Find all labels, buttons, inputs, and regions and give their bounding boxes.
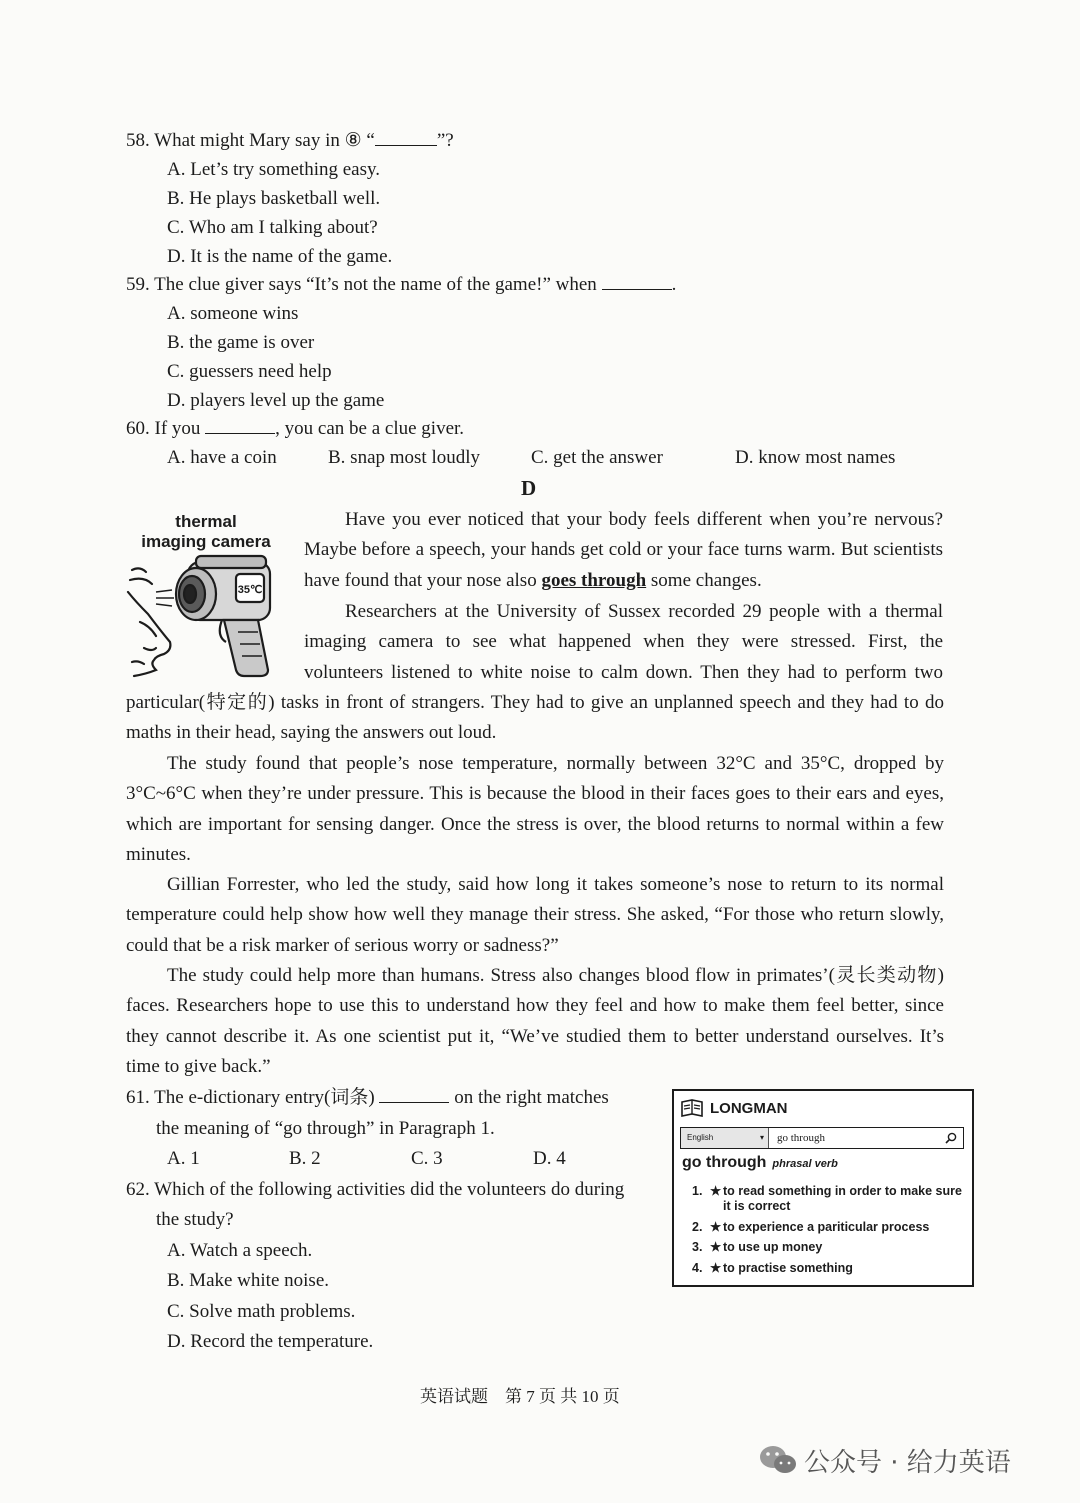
face-profile-icon — [128, 568, 170, 676]
sense-item — [692, 1261, 964, 1276]
dictionary-logo-icon — [680, 1098, 704, 1118]
dictionary-brand: LONGMAN — [710, 1100, 788, 1117]
question-62-line-2: the study? — [156, 1209, 234, 1230]
chevron-down-icon: ▾ — [759, 1133, 764, 1142]
dictionary-headword — [682, 1154, 838, 1172]
paragraph-5-text: The study could help more than humans. Stress also changes blood flow in primates’(灵长类动物) faces. Researchers hope to use this to understand how they feel and how to make them feel better, since they cannot describe it. As one scientist put it, “We’ve studied them to better understand ourselves. It’s time to give back.” — [126, 965, 944, 1078]
question-59-text-end: . — [671, 274, 677, 295]
option-a: A. someone wins — [167, 303, 299, 324]
option-d: D. It is the name of the game. — [167, 246, 393, 267]
sense-item — [692, 1240, 964, 1255]
sense-text: to read something in order to make sure it is correct — [723, 1184, 962, 1213]
paragraph-1-text-end: some changes. — [646, 569, 762, 591]
sense-item — [692, 1220, 964, 1235]
option-a: A. Let’s try something easy. — [167, 159, 381, 180]
star-icon: ★ — [710, 1184, 722, 1198]
question-61-text-b: on the right matches — [454, 1087, 609, 1108]
option-d: D. players level up the game — [167, 390, 385, 411]
paragraph-1-text: Have you ever noticed that your body feels different when you’re nervous? Maybe before a speech, your hands get cold or your face turns warm. But scientists have found that your nose also — [304, 509, 943, 591]
option-d: D. 4 — [533, 1148, 566, 1169]
sense-number: 2. — [692, 1219, 703, 1234]
dictionary-senses — [692, 1184, 964, 1281]
sense-item — [692, 1184, 964, 1214]
option-a: A. Watch a speech. — [167, 1240, 313, 1261]
question-60-stem — [126, 414, 464, 443]
question-61-line-1 — [126, 1083, 609, 1113]
question-58-text: 58. What might Mary say in ⑧ “ — [126, 130, 375, 151]
question-61-text: 61. The e-dictionary entry(词条) — [126, 1087, 375, 1108]
answer-blank — [379, 1084, 449, 1103]
thermal-camera-illustration — [126, 552, 286, 680]
option-b: B. 2 — [289, 1148, 321, 1169]
answer-blank — [602, 271, 672, 290]
answer-blank — [375, 127, 437, 146]
question-60-text-end: , you can be a clue giver. — [275, 418, 465, 439]
question-62-line-1: 62. Which of the following activities did the volunteers do during — [126, 1179, 625, 1200]
airflow-icon — [156, 590, 174, 606]
star-icon: ★ — [710, 1219, 722, 1234]
wechat-icon — [758, 1443, 798, 1477]
search-input[interactable]: go through — [777, 1132, 825, 1144]
option-c: C. Who am I talking about? — [167, 217, 378, 238]
caption-line-2: imaging camera — [141, 532, 271, 551]
part-of-speech: phrasal verb — [772, 1158, 838, 1170]
e-dictionary-entry — [672, 1089, 974, 1287]
search-icon[interactable] — [945, 1132, 957, 1144]
caption-line-1: thermal — [175, 512, 237, 531]
paragraph-3 — [126, 749, 944, 871]
sense-text: to experience a pariticular process — [723, 1219, 930, 1234]
figure-caption — [128, 512, 284, 552]
headword-text: go through — [682, 1154, 767, 1171]
watermark-text: 公众号 · 给力英语 — [804, 1448, 1011, 1478]
paragraph-1 — [304, 505, 943, 596]
section-heading: D — [521, 476, 537, 500]
paragraph-4 — [126, 870, 944, 961]
camera-icon — [176, 556, 270, 676]
highlighted-phrase: goes through — [541, 569, 647, 591]
star-icon: ★ — [710, 1260, 722, 1275]
option-c: C. 3 — [411, 1148, 443, 1169]
option-c: C. guessers need help — [167, 361, 332, 382]
dictionary-search-bar[interactable] — [680, 1127, 964, 1149]
paragraph-5 — [126, 961, 944, 1083]
page-footer: 英语试题 第 7 页 共 10 页 — [420, 1387, 620, 1406]
paragraph-2-text: Researchers at the University of Sussex recorded 29 people with a thermal imaging camera to see what happened when they were stressed. First, the volunteers listened to white noise to calm down. Then they had to perform two — [304, 601, 943, 683]
star-icon: ★ — [710, 1240, 722, 1254]
paragraph-2 — [304, 597, 943, 688]
option-a: A. 1 — [167, 1148, 200, 1169]
option-b: B. snap most loudly — [328, 447, 481, 468]
question-59-stem — [126, 270, 676, 299]
option-c: C. Solve math problems. — [167, 1301, 356, 1322]
option-d: D. know most names — [735, 447, 896, 468]
option-d: D. Record the temperature. — [167, 1331, 374, 1352]
paragraph-4-text: Gillian Forrester, who led the study, said how long it takes someone’s nose to return to its normal temperature could help show how well they manage their stress. She asked, “For those who return slowly, could that be a risk marker of serious worry or sadness?” — [126, 874, 944, 956]
option-b: B. Make white noise. — [167, 1270, 330, 1291]
sense-number: 4. — [692, 1260, 703, 1275]
option-b: B. the game is over — [167, 332, 315, 353]
language-select[interactable] — [681, 1128, 769, 1148]
temperature-display: 35℃ — [237, 584, 263, 596]
option-b: B. He plays basketball well. — [167, 188, 381, 209]
sense-number: 1. — [692, 1184, 703, 1198]
question-60-text: 60. If you — [126, 418, 201, 439]
question-61-line-2: the meaning of “go through” in Paragraph 1. — [156, 1118, 495, 1139]
sense-number: 3. — [692, 1240, 703, 1254]
sense-text: to practise something — [723, 1260, 853, 1275]
paragraph-3-text: The study found that people’s nose temperature, normally between 32°C and 35°C, dropped by 3°C~6°C when they’re under pressure. This is because the blood in their faces goes to their ears and eyes, which are important for sensing danger. Once the stress is over, the blood returns to normal within a few minutes. — [126, 753, 944, 866]
option-a: A. have a coin — [167, 447, 277, 468]
language-label: English — [687, 1133, 714, 1142]
question-59-text: 59. The clue giver says “It’s not the name of the game!” when — [126, 274, 597, 295]
question-58-text-end: ”? — [436, 130, 454, 151]
option-c: C. get the answer — [531, 447, 663, 468]
question-58-stem — [126, 126, 454, 155]
paragraph-2-continued: particular(特定的) tasks in front of strangers. They had to give an unplanned speech and they had to do maths in their head, saying the answers out loud. — [126, 692, 944, 744]
sense-text: to use up money — [723, 1240, 823, 1254]
answer-blank — [205, 415, 275, 434]
